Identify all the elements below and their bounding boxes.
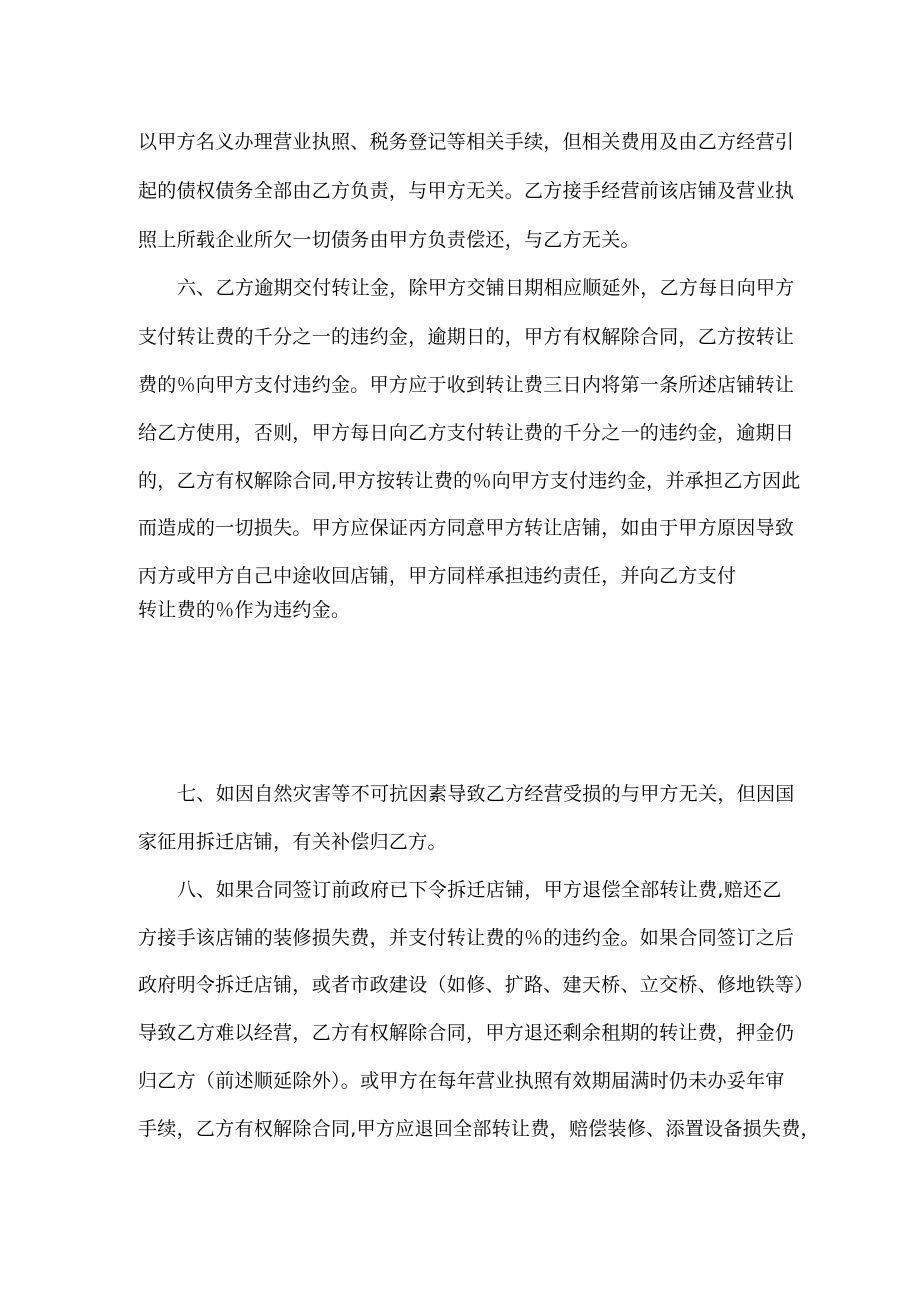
text-line: 费的％向甲方支付违约金。甲方应于收到转让费三日内将第一条所述店铺转让 xyxy=(138,374,795,396)
text-line: 丙方或甲方自己中途收回店铺，甲方同样承担违约责任，并向乙方支付 xyxy=(138,565,737,587)
clause-7-start: 七、如因自然灾害等不可抗因素导致乙方经营受损的与甲方无关，但因国 xyxy=(177,783,795,805)
text-line: 照上所载企业所欠一切债务由甲方负责偿还，与乙方无关。 xyxy=(138,229,640,251)
text-line: 家征用拆迁店铺，有关补偿归乙方。 xyxy=(138,831,447,853)
text-line: 政府明令拆迁店铺，或者市政建设（如修、扩路、建天桥、立交桥、修地铁等） xyxy=(138,974,814,996)
text-line: 方接手该店铺的装修损失费，并支付转让费的％的违约金。如果合同签订之后 xyxy=(138,927,795,949)
text-line: 导致乙方难以经营，乙方有权解除合同，甲方退还剩余租期的转让费，押金仍 xyxy=(138,1022,795,1044)
text-line: 归乙方（前述顺延除外）。或甲方在每年营业执照有效期届满时仍未办妥年审 xyxy=(138,1070,785,1092)
text-line: 的，乙方有权解除合同,甲方按转让费的％向甲方支付违约金，并承担乙方因此 xyxy=(138,470,801,492)
text-line: 而造成的一切损失。甲方应保证丙方同意甲方转让店铺，如由于甲方原因导致 xyxy=(138,517,795,539)
text-line: 给乙方使用，否则，甲方每日向乙方支付转让费的千分之一的违约金，逾期日 xyxy=(138,422,795,444)
text-line: 手续，乙方有权解除合同,甲方应退回全部转让费，赔偿装修、添置设备损失费， xyxy=(138,1118,820,1140)
text-line: 起的债权债务全部由乙方负责，与甲方无关。乙方接手经营前该店铺及营业执 xyxy=(138,180,795,202)
clause-8-start: 八、如果合同签订前政府已下令拆迁店铺，甲方退偿全部转让费,赔还乙 xyxy=(177,879,782,901)
text-line: 以甲方名义办理营业执照、税务登记等相关手续，但相关费用及由乙方经营引 xyxy=(138,131,795,153)
text-line: 转让费的％作为违约金。 xyxy=(138,599,351,621)
clause-6-start: 六、乙方逾期交付转让金，除甲方交铺日期相应顺延外，乙方每日向甲方 xyxy=(177,277,795,299)
text-line: 支付转让费的千分之一的违约金，逾期日的，甲方有权解除合同，乙方按转让 xyxy=(138,326,795,348)
